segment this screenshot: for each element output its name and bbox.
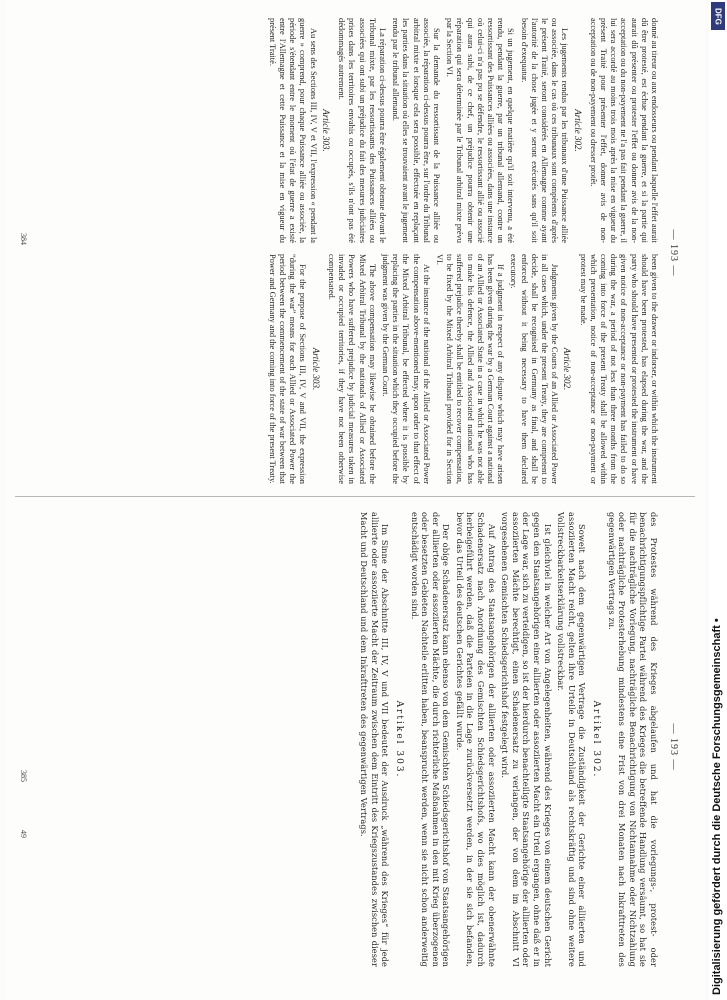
paragraph: been given to the drawer or indorser, or within which the instrument should have been protested, has elapsed during the war, and the party who should have presented or protested the instrument or have given notice of non-acceptance or non-payment has failed to do so during the war, a period of not less than three months from the coming into force of the present Treaty shall be allowed within which presentation, notice of non-acceptance or non-payment or protest may be made. xyxy=(578,254,659,484)
dfg-logo: DFG xyxy=(711,2,725,30)
paragraph: des Protestes während des Krieges abgelaufen und hat die vorlegungs-, protest- oder benachrichtigungspflichtige Partei während des Krieges die betreffende Handlung versäumt, so hat sie für die nachträgliche Vorlegung, nachträgliche Benachrichtigung von Nichtannahme oder Nichtzahlung oder nachträgliche Protesterhebung mindestens eine Frist von drei Monaten nach Inkrafttreten des gegenwärtigen Vertrags zu. xyxy=(606,512,659,967)
left-page xyxy=(13,18,683,488)
paragraph: The above compensation may likewise be obtained before the Mixed Arbitral Tribunal by the nationals of Allied or Associated Powers who have suffered prejudice by judicial measures taken in invaded or occupied territories, if they have not been otherwise compensated. xyxy=(326,254,377,484)
article-heading: Article 303. xyxy=(320,109,331,152)
article-heading: Article 303. xyxy=(310,347,321,391)
paragraph: Les jugements rendus par les tribunaux d'une Puissance alliée ou associée, dans le cas où ces tribunaux sont compétents d'après le présent Traité, seront considérés en Allemagne comme ayant l'autorité de la chose jugée et y seront exécutés sans qu'il soit besoin d'exequatur. xyxy=(519,18,570,243)
paragraph: At the instance of the national of the Allied or Associated Power the compensation above-mentioned may, upon order to that effect of the Mixed Arbitral Tribunal, be effected where it is possible by replacing the parties in the situation which they occupied before the judgment was given by the German Court. xyxy=(380,254,431,484)
paragraph: Ist gleichviel in welcher Art von Angelegenheiten, während des Krieges von einem deutschen Gericht gegen den Staatsangehörigen einer alliierten oder assoziierten Macht ein Urteil ergangen, ohne daß er in der Lage war, sich zu verteidigen, so ist der hierdurch benachteiligte Staatsangehörige der alliierten oder assoziierten Mächte berechtigt, einen Schadenersatz zu verlangen, der von dem im Abschnitt VI vorgesehenen Gemischten Schiedsgerichtshof festgelegt wird. xyxy=(500,512,553,967)
paragraph: Soweit nach dem gegenwärtigen Vertrage die Zuständigkeit der Gerichte einer alliierten und assoziierten Macht reicht, gelten ihre Urteile in Deutschland als rechtskräftig und sind ohne weitere Vollstreckbarkeitserklärung vollstreckbar. xyxy=(556,512,588,967)
paragraph: Au sens des Sections III, IV, V et VII, l'expression « pendant la guerre » comprend, pour chaque Puissance alliée ou associée, la période s'étendant entre le moment où l'état de guerre a existé entre l'Allemagne et cette Puissance et la mise en vigueur du présent Traité. xyxy=(267,18,318,243)
paragraph: La réparation ci-dessus pourra être également obtenue devant le Tribunal mixte, par les ressortissants des Puissances alliées ou associées qui ont subi un préjudice du fait des mesures judiciaires prises dans les territoires envahis ou occupés, s'ils n'ont pas été dédommagés autrement. xyxy=(337,18,387,243)
sheet-number-right: 49 xyxy=(19,830,28,838)
paragraph: donné au tireur ou aux endosseurs ou pendant laquelle l'effet aurait dû être protesté, est échue pendant la guerre, et si la partie qui aurait dû présenter ou protester l'effet ou donner avis de la non-acceptation ou du non-payement ne l'a pas fait pendant la guerre, il lui sera accordé au moins trois mois après la mise en vigueur du présent Traité pour présenter l'effet, donner avis de non-acceptation ou de non-payement ou dresser protêt. xyxy=(588,18,659,243)
article-heading: Artikel 303. xyxy=(393,700,404,779)
article-heading: Article 302. xyxy=(562,347,573,391)
page-header-left: — 193 — xyxy=(668,229,679,277)
article-heading: Article 302. xyxy=(572,109,583,152)
paragraph: Im Sinne der Abschnitte III, IV, V und VII bedeutet der Ausdruck „während des Krieges“ für jede alliierte oder assoziierte Macht der Zeitraum zwischen dem Eintritt des Kriegszustandes zwischen dieser Macht und Deutschland und dem Inkrafttreten des gegenwärtigen Vertrags. xyxy=(359,512,391,967)
english-column xyxy=(264,254,659,484)
article-heading: Artikel 302. xyxy=(591,700,602,779)
page-gutter xyxy=(15,496,695,497)
german-column xyxy=(356,512,659,967)
paragraph: Auf Antrag des Staatsangehörigen der alliierten oder assoziierten Macht kann der obenerwähnte Schadenersatz nach Anordnung des Gemischten Schiedsgerichtshofs, wo dies möglich ist, dadurch herbeigeführt werden, daß die Parteien in die Lage zurückversetzt werden, in der sie sich befanden, bevor das Urteil des deutschen Gerichtes gefällt wurde. xyxy=(454,512,497,967)
funding-credit-text: Digitalisierung gefördert durch die Deutsche Forschungsgemeinschaft • xyxy=(711,618,723,995)
paragraph: If a judgment in respect of any dispute which may have arisen has been given during the war by a German Court against a national of an Allied or Associated State in a case in which he was not able to make his defence, the Allied and Associated national who has suffered prejudice thereby shall be entitled to recover compensation, to be fixed by the Mixed Arbitral Tribunal provided for in Section VI. xyxy=(434,254,506,484)
funding-credit-strip xyxy=(709,0,727,1000)
paragraph: Sur la demande du ressortissant de la Puissance alliée ou associée, la réparation ci-dessus pourra être, sur l'ordre du Tribunal arbitral mixte et lorsque cela sera possible, effectuée en replaçant les parties dans la situation où elles se trouvaient avant le jugement rendu par le tribunal allemand. xyxy=(391,18,441,243)
paragraph: Si un jugement, en quelque matière qu'il soit intervenu, a été rendu, pendant la guerre, par un tribunal allemand, contre un ressortissant des Puissances alliées ou associées, dans une instance où celui-ci n'a pas pu se défendre, le ressortissant allié ou associé qui aura subi, de ce chef, un préjudice pourra obtenir une réparation qui sera déterminée par le Tribunal arbitral mixte prévu par la Section VI. xyxy=(445,18,516,243)
page-number-right: 385 xyxy=(19,770,28,782)
right-page xyxy=(13,512,683,982)
paragraph: Judgments given by the Courts of an Allied or Associated Power in all cases which, under the present Treaty, they are competent to decide, shall be recognised in Germany as final, and shall be enforced without it being necessary to have them declared executory. xyxy=(509,254,560,484)
rotated-scan-page xyxy=(5,0,705,1000)
french-column xyxy=(264,18,659,243)
page-number-left: 384 xyxy=(19,233,28,245)
paragraph: Der obige Schadenersatz kann ebenso von dem Gemischten Schiedsgerichtshof von Staatsangehörigen der alliierten oder assoziierten Mächte, die durch richterliche Maßnahmen in den mit Krieg überzogenen oder besetzten Gebieten Nachteile erlitten haben, beansprucht werden, wenn sie nicht schon anderweitig entschädigt worden sind. xyxy=(409,512,452,967)
page-header-right: — 193 — xyxy=(668,723,679,771)
paragraph: For the purpose of Sections III, IV, V and VII, the expression “during the war” means for each Allied or Associated Power the period between the commencement of the state of war between that Power and Germany and the coming into force of the present Treaty. xyxy=(267,254,308,484)
